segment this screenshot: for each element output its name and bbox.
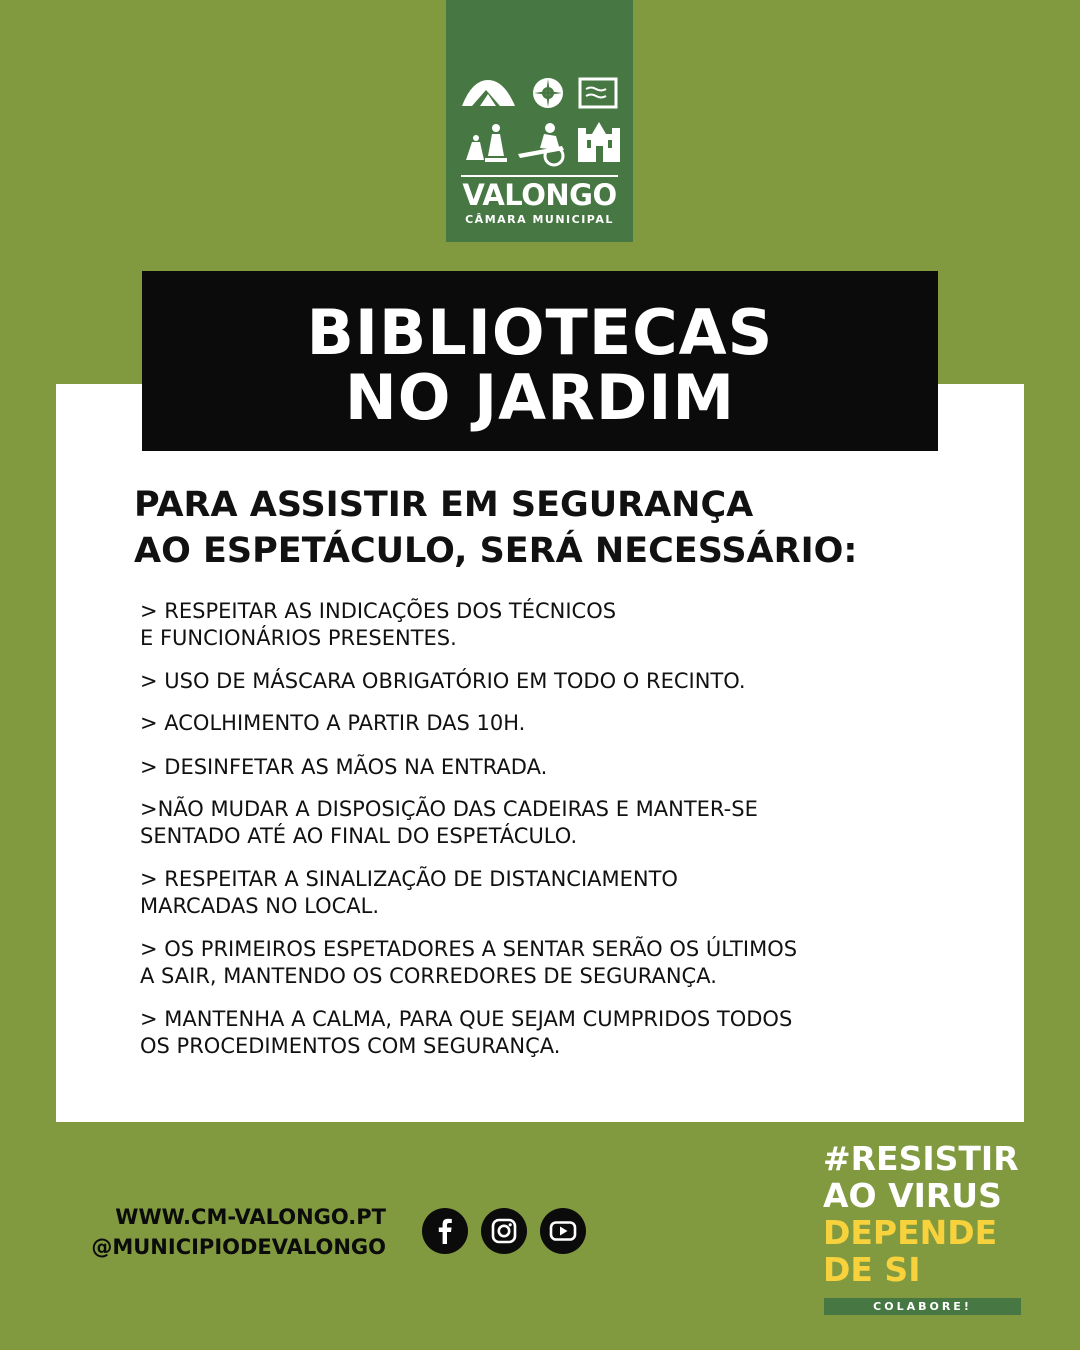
slate-board-icon [580,79,616,107]
rule-item: > USO DE MÁSCARA OBRIGATÓRIO EM TODO O RECINTO. [140,669,746,693]
rule-item: > OS PRIMEIROS ESPETADORES A SENTAR SERÃO OS ÚLTIMOS A SAIR, MANTENDO OS CORREDORES DE SEGURANÇA. [140,937,798,988]
church-icon [578,122,620,162]
rule-item: >NÃO MUDAR A DISPOSIÇÃO DAS CADEIRAS E MANTER-SE SENTADO ATÉ AO FINAL DO ESPETÁCULO. [140,797,758,848]
campaign-slogan [823,1140,1019,1288]
heading-line-1: PARA ASSISTIR EM SEGURANÇA [134,485,754,525]
logo-name: VALONGO [462,178,617,212]
website-link[interactable]: WWW.CM-VALONGO.PT [115,1205,386,1229]
footer-contact [40,1202,386,1262]
rule-item: > DESINFETAR AS MÃOS NA ENTRADA. [140,755,548,779]
instagram-icon[interactable] [481,1208,527,1254]
title-line-1: BIBLIOTECAS [306,296,774,369]
campaign-line-2: AO VIRUS [823,1176,1002,1215]
campaign-line-3: DEPENDE [823,1213,998,1252]
folk-dancers-icon [466,124,507,162]
heading-line-2: AO ESPETÁCULO, SERÁ NECESSÁRIO: [134,531,858,571]
rule-item: > ACOLHIMENTO A PARTIR DAS 10H. [140,711,526,735]
valongo-logo [446,0,633,242]
colabore-tag: COLABORE! [824,1298,1021,1315]
logo-divider [461,175,618,177]
rule-item: > MANTENHA A CALMA, PARA QUE SEJAM CUMPRIDOS TODOS OS PROCEDIMENTOS COM SEGURANÇA. [140,1007,793,1058]
logo-pictograms [458,72,621,168]
campaign-line-4: DE SI [823,1250,921,1289]
rule-item: > RESPEITAR A SINALIZAÇÃO DE DISTANCIAMENTO MARCADAS NO LOCAL. [140,867,678,918]
social-handle[interactable]: @MUNICIPIODEVALONGO [91,1235,386,1259]
mountain-icon [462,80,515,106]
section-heading [134,482,934,574]
logo-subtitle: CÂMARA MUNICIPAL [465,213,614,226]
campaign-line-1: #RESISTIR [823,1139,1019,1178]
youtube-icon[interactable] [540,1208,586,1254]
title-line-2: NO JARDIM [344,361,736,434]
bread-baker-icon [518,123,564,165]
facebook-icon[interactable] [422,1208,468,1254]
rule-item: > RESPEITAR AS INDICAÇÕES DOS TÉCNICOS E FUNCIONÁRIOS PRESENTES. [140,599,617,650]
title-band [142,271,938,451]
flower-icon [533,78,563,108]
